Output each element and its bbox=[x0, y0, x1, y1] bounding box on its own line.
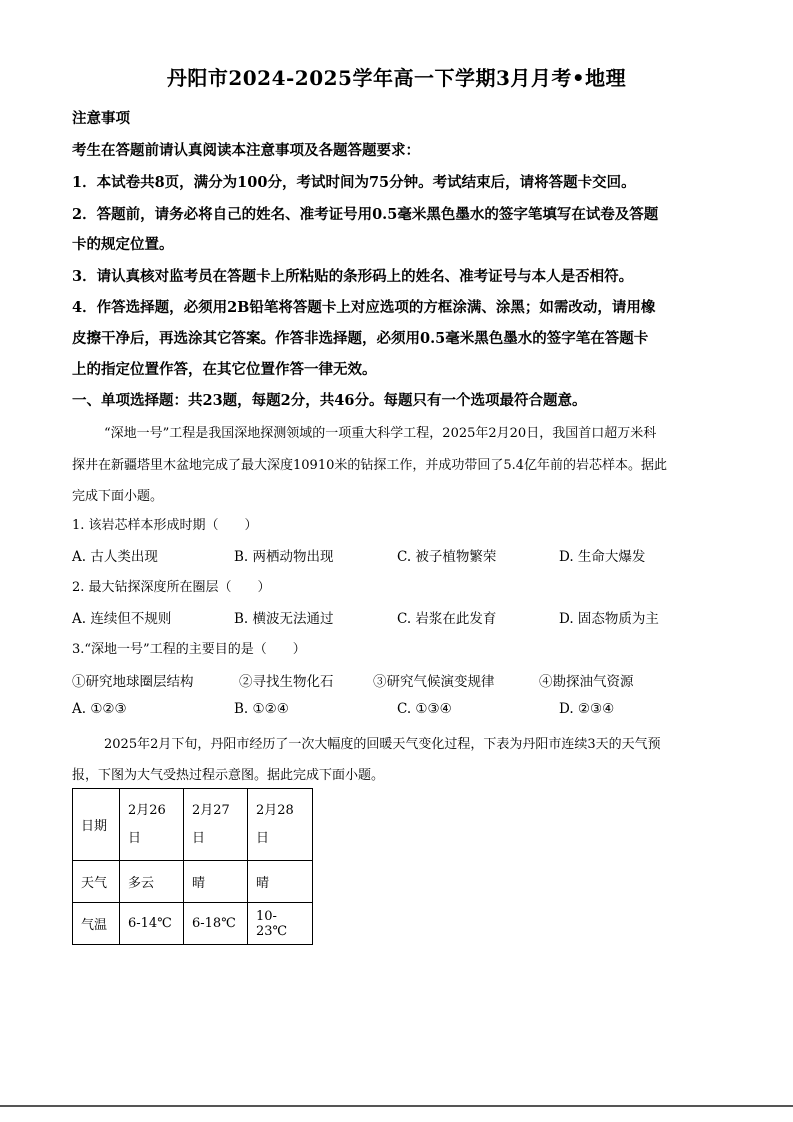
notice-item-3: 3．请认真核对监考员在答题卡上所粘贴的条形码上的姓名、准考证号与本人是否相符。 bbox=[72, 268, 634, 285]
table-cell-date-1 bbox=[120, 789, 184, 861]
notice-item-4-line-3: 上的指定位置作答，在其它位置作答一律无效。 bbox=[72, 361, 377, 378]
question-3-stem: 3.“深地一号”工程的主要目的是（ ） bbox=[72, 642, 306, 657]
date-2-line-2: 日 bbox=[192, 830, 206, 846]
table-cell-date-3 bbox=[248, 789, 313, 861]
question-3-statement-2: ②寻找生物化石 bbox=[239, 674, 334, 690]
weather-forecast-table bbox=[72, 788, 313, 945]
question-3-statement-3: ③研究气候演变规律 bbox=[373, 674, 495, 690]
table-cell-date-2 bbox=[184, 789, 248, 861]
date-1-line-2: 日 bbox=[128, 830, 142, 846]
notice-item-2-line-1: 2．答题前，请务必将自己的姓名、准考证号用0.5毫米黑色墨水的签字笔填写在试卷及答题 bbox=[72, 206, 659, 223]
question-3-option-a: A. ①②③ bbox=[72, 701, 127, 717]
table-cell-temperature-1: 6-14℃ bbox=[120, 903, 184, 945]
section-heading: 一、单项选择题：共23题，每题2分，共46分。每题只有一个选项最符合题意。 bbox=[72, 392, 587, 409]
date-3-line-2: 日 bbox=[256, 830, 270, 846]
question-3-option-c: C. ①③④ bbox=[397, 701, 452, 717]
notice-intro: 考生在答题前请认真阅读本注意事项及各题答题要求： bbox=[72, 142, 420, 159]
question-1-stem: 1. 该岩芯样本形成时期（ ） bbox=[72, 518, 258, 533]
passage-2-line-1: 2025年2月下旬，丹阳市经历了一次大幅度的回暖天气变化过程，下表为丹阳市连续3天的天气预 bbox=[104, 737, 661, 752]
table-cell-weather-1: 多云 bbox=[120, 861, 184, 903]
question-2-stem: 2. 最大钻探深度所在圈层（ ） bbox=[72, 580, 271, 595]
date-2-line-1: 2月27 bbox=[192, 802, 230, 818]
notice-item-2-line-2: 卡的规定位置。 bbox=[72, 236, 174, 253]
question-1-option-c: C. 被子植物繁荣 bbox=[397, 549, 497, 565]
passage-1-line-1: “深地一号”工程是我国深地探测领域的一项重大科学工程，2025年2月20日，我国首口超万米科 bbox=[104, 426, 657, 441]
table-cell-weather-3: 晴 bbox=[248, 861, 313, 903]
date-3-line-1: 2月28 bbox=[256, 802, 294, 818]
table-cell-weather-2: 晴 bbox=[184, 861, 248, 903]
table-cell-temperature-3: 10-23℃ bbox=[248, 903, 313, 945]
question-2-option-d: D. 固态物质为主 bbox=[559, 611, 659, 627]
question-2-option-a: A. 连续但不规则 bbox=[72, 611, 172, 627]
question-1-option-b: B. 两栖动物出现 bbox=[234, 549, 334, 565]
question-2-option-b: B. 横波无法通过 bbox=[234, 611, 334, 627]
passage-1-line-3: 完成下面小题。 bbox=[72, 489, 164, 504]
question-3-option-d: D. ②③④ bbox=[559, 701, 615, 717]
page-title: 丹阳市2024-2025学年高一下学期3月月考•地理 bbox=[166, 66, 627, 90]
table-cell-temperature-2: 6-18℃ bbox=[184, 903, 248, 945]
question-3-option-b: B. ①②④ bbox=[234, 701, 289, 717]
question-1-option-a: A. 古人类出现 bbox=[72, 549, 158, 565]
question-3-statement-1: ①研究地球圈层结构 bbox=[72, 674, 194, 690]
table-row bbox=[73, 903, 313, 945]
question-3-statement-4: ④勘探油气资源 bbox=[539, 674, 634, 690]
notice-item-4-line-2: 皮擦干净后，再选涂其它答案。作答非选择题，必须用0.5毫米黑色墨水的签字笔在答题卡 bbox=[72, 330, 649, 347]
question-2-option-c: C. 岩浆在此发育 bbox=[397, 611, 497, 627]
date-1-line-1: 2月26 bbox=[128, 802, 166, 818]
page-bottom-divider bbox=[0, 1105, 793, 1107]
table-row bbox=[73, 789, 313, 861]
passage-1-line-2: 探井在新疆塔里木盆地完成了最大深度10910米的钻探工作，并成功带回了5.4亿年前的岩芯样本。据此 bbox=[72, 458, 668, 473]
passage-2-line-2: 报，下图为大气受热过程示意图。据此完成下面小题。 bbox=[72, 768, 385, 783]
table-header-date: 日期 bbox=[73, 789, 120, 861]
notice-heading: 注意事项 bbox=[72, 110, 130, 127]
table-header-weather: 天气 bbox=[73, 861, 120, 903]
notice-item-1: 1．本试卷共8页，满分为100分，考试时间为75分钟。考试结束后，请将答题卡交回。 bbox=[72, 174, 636, 191]
notice-item-4-line-1: 4．作答选择题，必须用2B铅笔将答题卡上对应选项的方框涂满、涂黑；如需改动，请用橡 bbox=[72, 299, 656, 316]
table-row bbox=[73, 861, 313, 903]
table-header-temperature: 气温 bbox=[73, 903, 120, 945]
question-1-option-d: D. 生命大爆发 bbox=[559, 549, 646, 565]
